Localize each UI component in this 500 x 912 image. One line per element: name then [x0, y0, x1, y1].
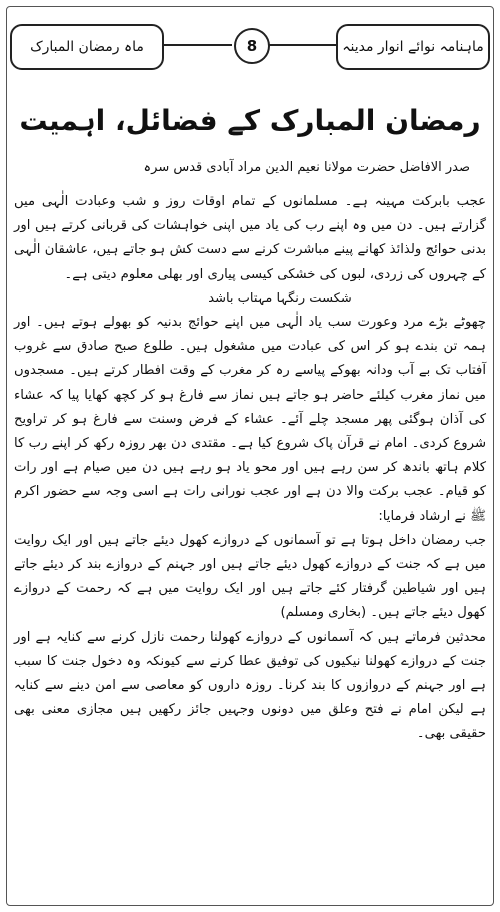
page-number-badge [234, 28, 270, 64]
paragraph-2: چھوٹے بڑے مرد وعورت سب یاد الٰہی میں اپنے حوائج بدنیہ کو بھولے ہوتے ہیں۔ اور ہمہ تن بندے ہو کر اس کی عبادت میں مشغول ہیں۔ طلوع صبح صادق سے غروب آفتاب تک بے آب ودانہ بھوکے پیاسے رہ کر مغرب کے وقت افطار کرتے ہیں۔ مسجدوں میں نماز مغرب کیلئے حاضر ہو جاتے ہیں نماز سے فارغ ہو کر کچھ کھایا پیا کہ عشاء کی آذان ہوگئی پھر مسجد چلے آئے۔ عشاء کے فرض وسنت سے فارغ ہو کر تراویح شروع کردی۔ امام نے قرآن پاک شروع کیا ہے۔ مقتدی دن بھر روزہ رکھ کر اپنے رب کا کلام ہاتھ باندھ کر سن رہے ہیں اور محو یاد ہو رہے ہیں دن میں صیام ہے اور رات کو قیام۔ عجب برکت والا دن ہے اور عجب نورانی رات ہے اسی وجہ سے حضور اکرم ﷺ نے ارشاد فرمایا: [14, 315, 486, 524]
issue-month-box [10, 24, 164, 70]
header-rule-right [268, 44, 338, 46]
magazine-name-box [336, 24, 490, 70]
article-body [14, 190, 486, 747]
couplet: شکست رنگہا مہتاب باشد [208, 290, 352, 306]
header-rule-left [162, 44, 232, 46]
hadith-paragraph: جب رمضان داخل ہوتا ہے تو آسمانوں کے دروازے کھول دیئے جاتے ہیں اور ایک روایت میں ہے کہ جنت کے دروازے کھول دیئے جاتے ہیں اور جہنم کے دروازے بند کر دیئے جاتے ہیں اور شیاطین گرفتار کئے جاتے ہیں اور ایک روایت میں ہے کہ رحمت کے دروازے کھول دیئے جاتے ہیں۔ (بخاری ومسلم) [14, 532, 486, 621]
article-title: رمضان المبارک کے فضائل، اہمیت [19, 103, 481, 137]
page-number: 8 [246, 37, 258, 55]
page-header [10, 24, 490, 76]
issue-month: ماہ رمضان المبارک [30, 39, 144, 55]
article-byline: صدر الافاضل حضرت مولانا نعیم الدین مراد آبادی قدس سرہ [143, 160, 470, 175]
paragraph-3: محدثین فرماتے ہیں کہ آسمانوں کے دروازے کھولنا رحمت نازل کرنے سے کنایہ ہے اور جنت کے دروازے کھولنا نیکیوں کی توفیق عطا کرنے سے کیونکہ وہ دخول جنت کا سبب ہے اور جہنم کے دروازوں کا بند کرنا۔ روزہ داروں کو معاصی سے امن دینے سے کنایہ ہے لیکن امام نے فتح وعلق میں دونوں وجہیں جائز رکھیں ہیں مجازی معنی بھی حقیقی بھی۔ [14, 629, 486, 742]
paragraph-1: عجب بابرکت مہینہ ہے۔ مسلمانوں کے تمام اوقات روز و شب وعبادت الٰہی میں گزارتے ہیں۔ دن میں وہ اپنے رب کی یاد میں اپنی خواہشات کی قربانی کرتے ہیں اور بدنی حوائج ولذائذ کھانے پینے مباشرت کرنے سے دست کش ہو جاتے ہیں، عاشقان الٰہی کے چہروں کی زردی، لبوں کی خشکی کیسی پیاری اور بھلی معلوم دیتی ہے۔ [14, 194, 486, 282]
magazine-name: ماہنامہ نوائے انوار مدینہ [342, 39, 484, 55]
